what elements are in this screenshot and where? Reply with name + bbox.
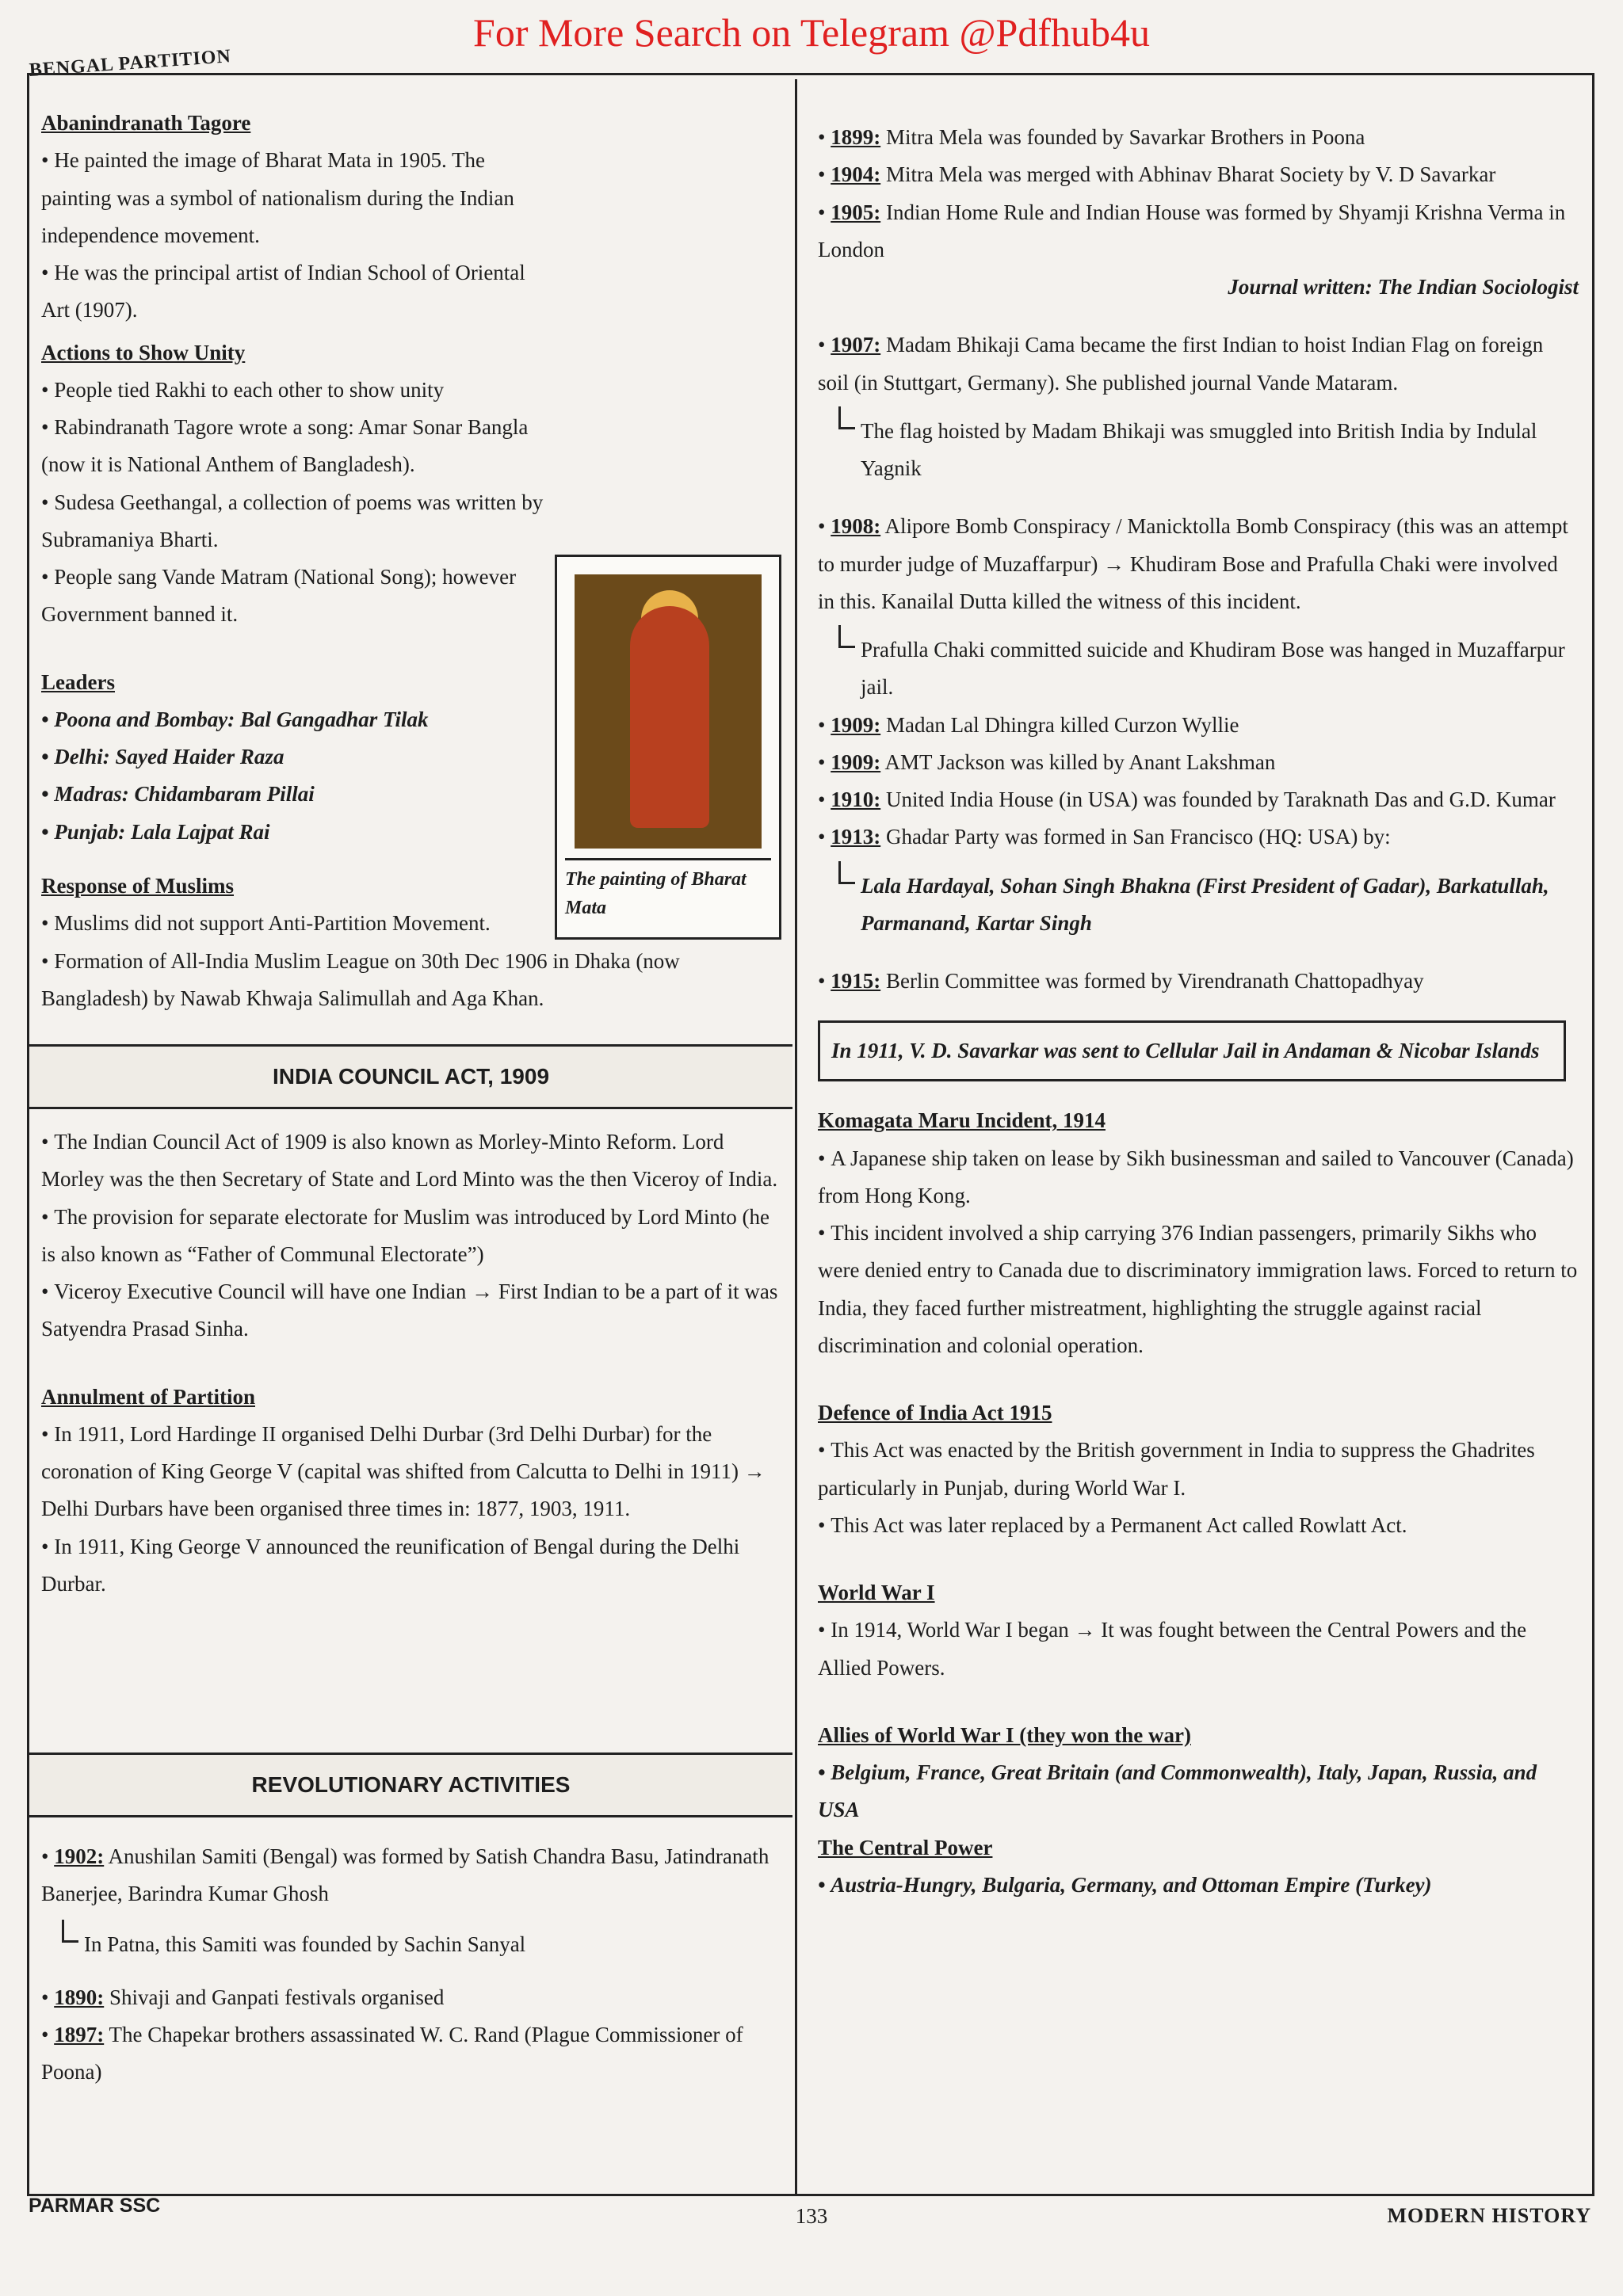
bullet: • Viceroy Executive Council will have one Indian → First Indian to be a part of it was Satyendra Prasad Sinha. — [41, 1273, 778, 1348]
heading-leaders: Leaders — [41, 669, 115, 694]
heading-muslims: Response of Muslims — [41, 874, 235, 898]
timeline-item: • 1904: Mitra Mela was merged with Abhinav Bharat Society by V. D Savarkar — [818, 156, 1579, 193]
timeline-item: • 1913: Ghadar Party was formed in San Francisco (HQ: USA) by: — [818, 818, 1579, 856]
bullet: • In 1914, World War I began → It was fought between the Central Powers and the Allied Powers. — [818, 1611, 1579, 1687]
leader-item: • Delhi: Sayed Haider Raza — [41, 738, 548, 776]
leader-item: • Punjab: Lala Lajpat Rai — [41, 814, 548, 851]
bullet: • In 1911, Lord Hardinge II organised Delhi Durbar (3rd Delhi Durbar) for the coronation of King George V (capital was shifted from Calcutta to Delhi in 1911) → Delhi Durbars have been organised three times in: 1877, 1903, 1911. — [41, 1416, 778, 1528]
bullet: • Belgium, France, Great Britain (and Commonwealth), Italy, Japan, Russia, and USA — [818, 1754, 1579, 1829]
leader-item: • Poona and Bombay: Bal Gangadhar Tilak — [41, 701, 548, 738]
heading-abanindranath: Abanindranath Tagore — [41, 111, 251, 135]
bullet: • The provision for separate electorate for Muslim was introduced by Lord Minto (he is also known as “Father of Communal Electorate”) — [41, 1199, 778, 1274]
heading-unity: Actions to Show Unity — [41, 340, 246, 364]
timeline-item: • 1902: Anushilan Samiti (Bengal) was formed by Satish Chandra Basu, Jatindranath Banerjee, Barindra Kumar Ghosh — [41, 1838, 778, 1913]
timeline-item: • 1909: Madan Lal Dhingra killed Curzon Wyllie — [818, 707, 1579, 744]
bullet: • He painted the image of Bharat Mata in 1905. The painting was a symbol of nationalism during the Indian independence movement. — [41, 142, 548, 254]
timeline-item: • 1909: AMT Jackson was killed by Anant Lakshman — [818, 744, 1579, 781]
heading-allies: Allies of World War I (they won the war) — [818, 1722, 1191, 1747]
left-column-council — [41, 1123, 778, 1603]
bullet: • People sang Vande Matram (National Song); however Government banned it. — [41, 559, 548, 634]
bharat-mata-painting — [575, 574, 762, 849]
footer-publisher: PARMAR SSC — [29, 2195, 161, 2217]
timeline-item: • 1899: Mitra Mela was founded by Savarkar Brothers in Poona — [818, 119, 1579, 156]
timeline-item: • 1897: The Chapekar brothers assassinated W. C. Rand (Plague Commissioner of Poona) — [41, 2016, 778, 2092]
timeline-item: • 1910: United India House (in USA) was founded by Taraknath Das and G.D. Kumar — [818, 781, 1579, 818]
bullet: • Austria-Hungry, Bulgaria, Germany, and Ottoman Empire (Turkey) — [818, 1867, 1579, 1904]
bullet: • He was the principal artist of Indian School of Oriental Art (1907). — [41, 254, 548, 330]
page-number: 133 — [795, 2204, 828, 2228]
bullet: • The Indian Council Act of 1909 is also known as Morley-Minto Reform. Lord Morley was the then Secretary of State and Lord Minto was the then Viceroy of India. — [41, 1123, 778, 1199]
left-column-revolutionary — [41, 1838, 778, 2092]
left-column-muslims — [41, 868, 778, 1017]
bullet: • People tied Rakhi to each other to show unity — [41, 372, 548, 409]
leader-item: • Madras: Chidambaram Pillai — [41, 776, 548, 813]
heading-defence: Defence of India Act 1915 — [818, 1401, 1052, 1425]
timeline-item: • 1907: Madam Bhikaji Cama became the first Indian to hoist Indian Flag on foreign soil (in Stuttgart, Germany). She published journal Vande Mataram. — [818, 326, 1579, 402]
running-head: BENGAL PARTITION — [29, 46, 232, 81]
timeline-subnote: The flag hoisted by Madam Bhikaji was smuggled into British India by Indulal Yagnik — [818, 413, 1579, 488]
bullet: • Formation of All-India Muslim League on 30th Dec 1906 in Dhaka (now Bangladesh) by Nawab Khwaja Salimullah and Aga Khan. — [41, 943, 778, 1018]
column-divider — [795, 79, 797, 2196]
heading-central: The Central Power — [818, 1835, 993, 1859]
bullet: • Muslims did not support Anti-Partition Movement. — [41, 905, 778, 942]
savarkar-callout: In 1911, V. D. Savarkar was sent to Cellular Jail in Andaman & Nicobar Islands — [818, 1020, 1566, 1081]
section-council-act: INDIA COUNCIL ACT, 1909 — [29, 1044, 792, 1109]
painting-caption: The painting of Bharat Mata — [565, 858, 771, 922]
right-column — [818, 119, 1579, 1904]
bullet: • Rabindranath Tagore wrote a song: Amar Sonar Bangla (now it is National Anthem of Bangladesh). — [41, 409, 548, 484]
bullet: • This Act was enacted by the British government in India to suppress the Ghadrites particularly in Punjab, during World War I. — [818, 1432, 1579, 1507]
timeline-item: • 1915: Berlin Committee was formed by Virendranath Chattopadhyay — [818, 963, 1579, 1000]
section-revolutionary: REVOLUTIONARY ACTIVITIES — [29, 1753, 792, 1817]
timeline-item: • 1890: Shivaji and Ganpati festivals organised — [41, 1979, 778, 2016]
heading-annulment: Annulment of Partition — [41, 1384, 255, 1409]
heading-komagata: Komagata Maru Incident, 1914 — [818, 1108, 1106, 1133]
bullet: • A Japanese ship taken on lease by Sikh businessman and sailed to Vancouver (Canada) from Hong Kong. — [818, 1140, 1579, 1215]
bullet: • Sudesa Geethangal, a collection of poems was written by Subramaniya Bharti. — [41, 484, 548, 559]
telegram-banner: For More Search on Telegram @Pdfhub4u — [473, 10, 1150, 55]
timeline-subnote: Lala Hardayal, Sohan Singh Bhakna (First President of Gadar), Barkatullah, Parmanand, Kartar Singh — [818, 868, 1579, 943]
timeline-item: • 1908: Alipore Bomb Conspiracy / Manicktolla Bomb Conspiracy (this was an attempt to murder judge of Muzaffarpur) → Khudiram Bose and Prafulla Chaki were involved in this. Kanailal Dutta killed the witness of this incident. — [818, 508, 1579, 620]
footer-subject: MODERN HISTORY — [1387, 2204, 1591, 2227]
timeline-item: • 1905: Indian Home Rule and Indian House was formed by Shyamji Krishna Verma in London — [818, 194, 1579, 269]
heading-ww1: World War I — [818, 1581, 935, 1605]
journal-note: Journal written: The Indian Sociologist — [1228, 275, 1579, 299]
left-column-top — [41, 105, 548, 851]
bullet: • In 1911, King George V announced the reunification of Bengal during the Delhi Durbar. — [41, 1528, 778, 1604]
bullet: • This Act was later replaced by a Permanent Act called Rowlatt Act. — [818, 1507, 1579, 1544]
timeline-subnote: Prafulla Chaki committed suicide and Khudiram Bose was hanged in Muzaffarpur jail. — [818, 631, 1579, 707]
bullet: • This incident involved a ship carrying 376 Indian passengers, primarily Sikhs who were denied entry to Canada due to discriminatory immigration laws. Forced to return to India, they faced further mistreatment, highlighting the struggle against racial discrimination and colonial operation. — [818, 1215, 1579, 1364]
timeline-subnote: In Patna, this Samiti was founded by Sachin Sanyal — [41, 1926, 778, 1963]
